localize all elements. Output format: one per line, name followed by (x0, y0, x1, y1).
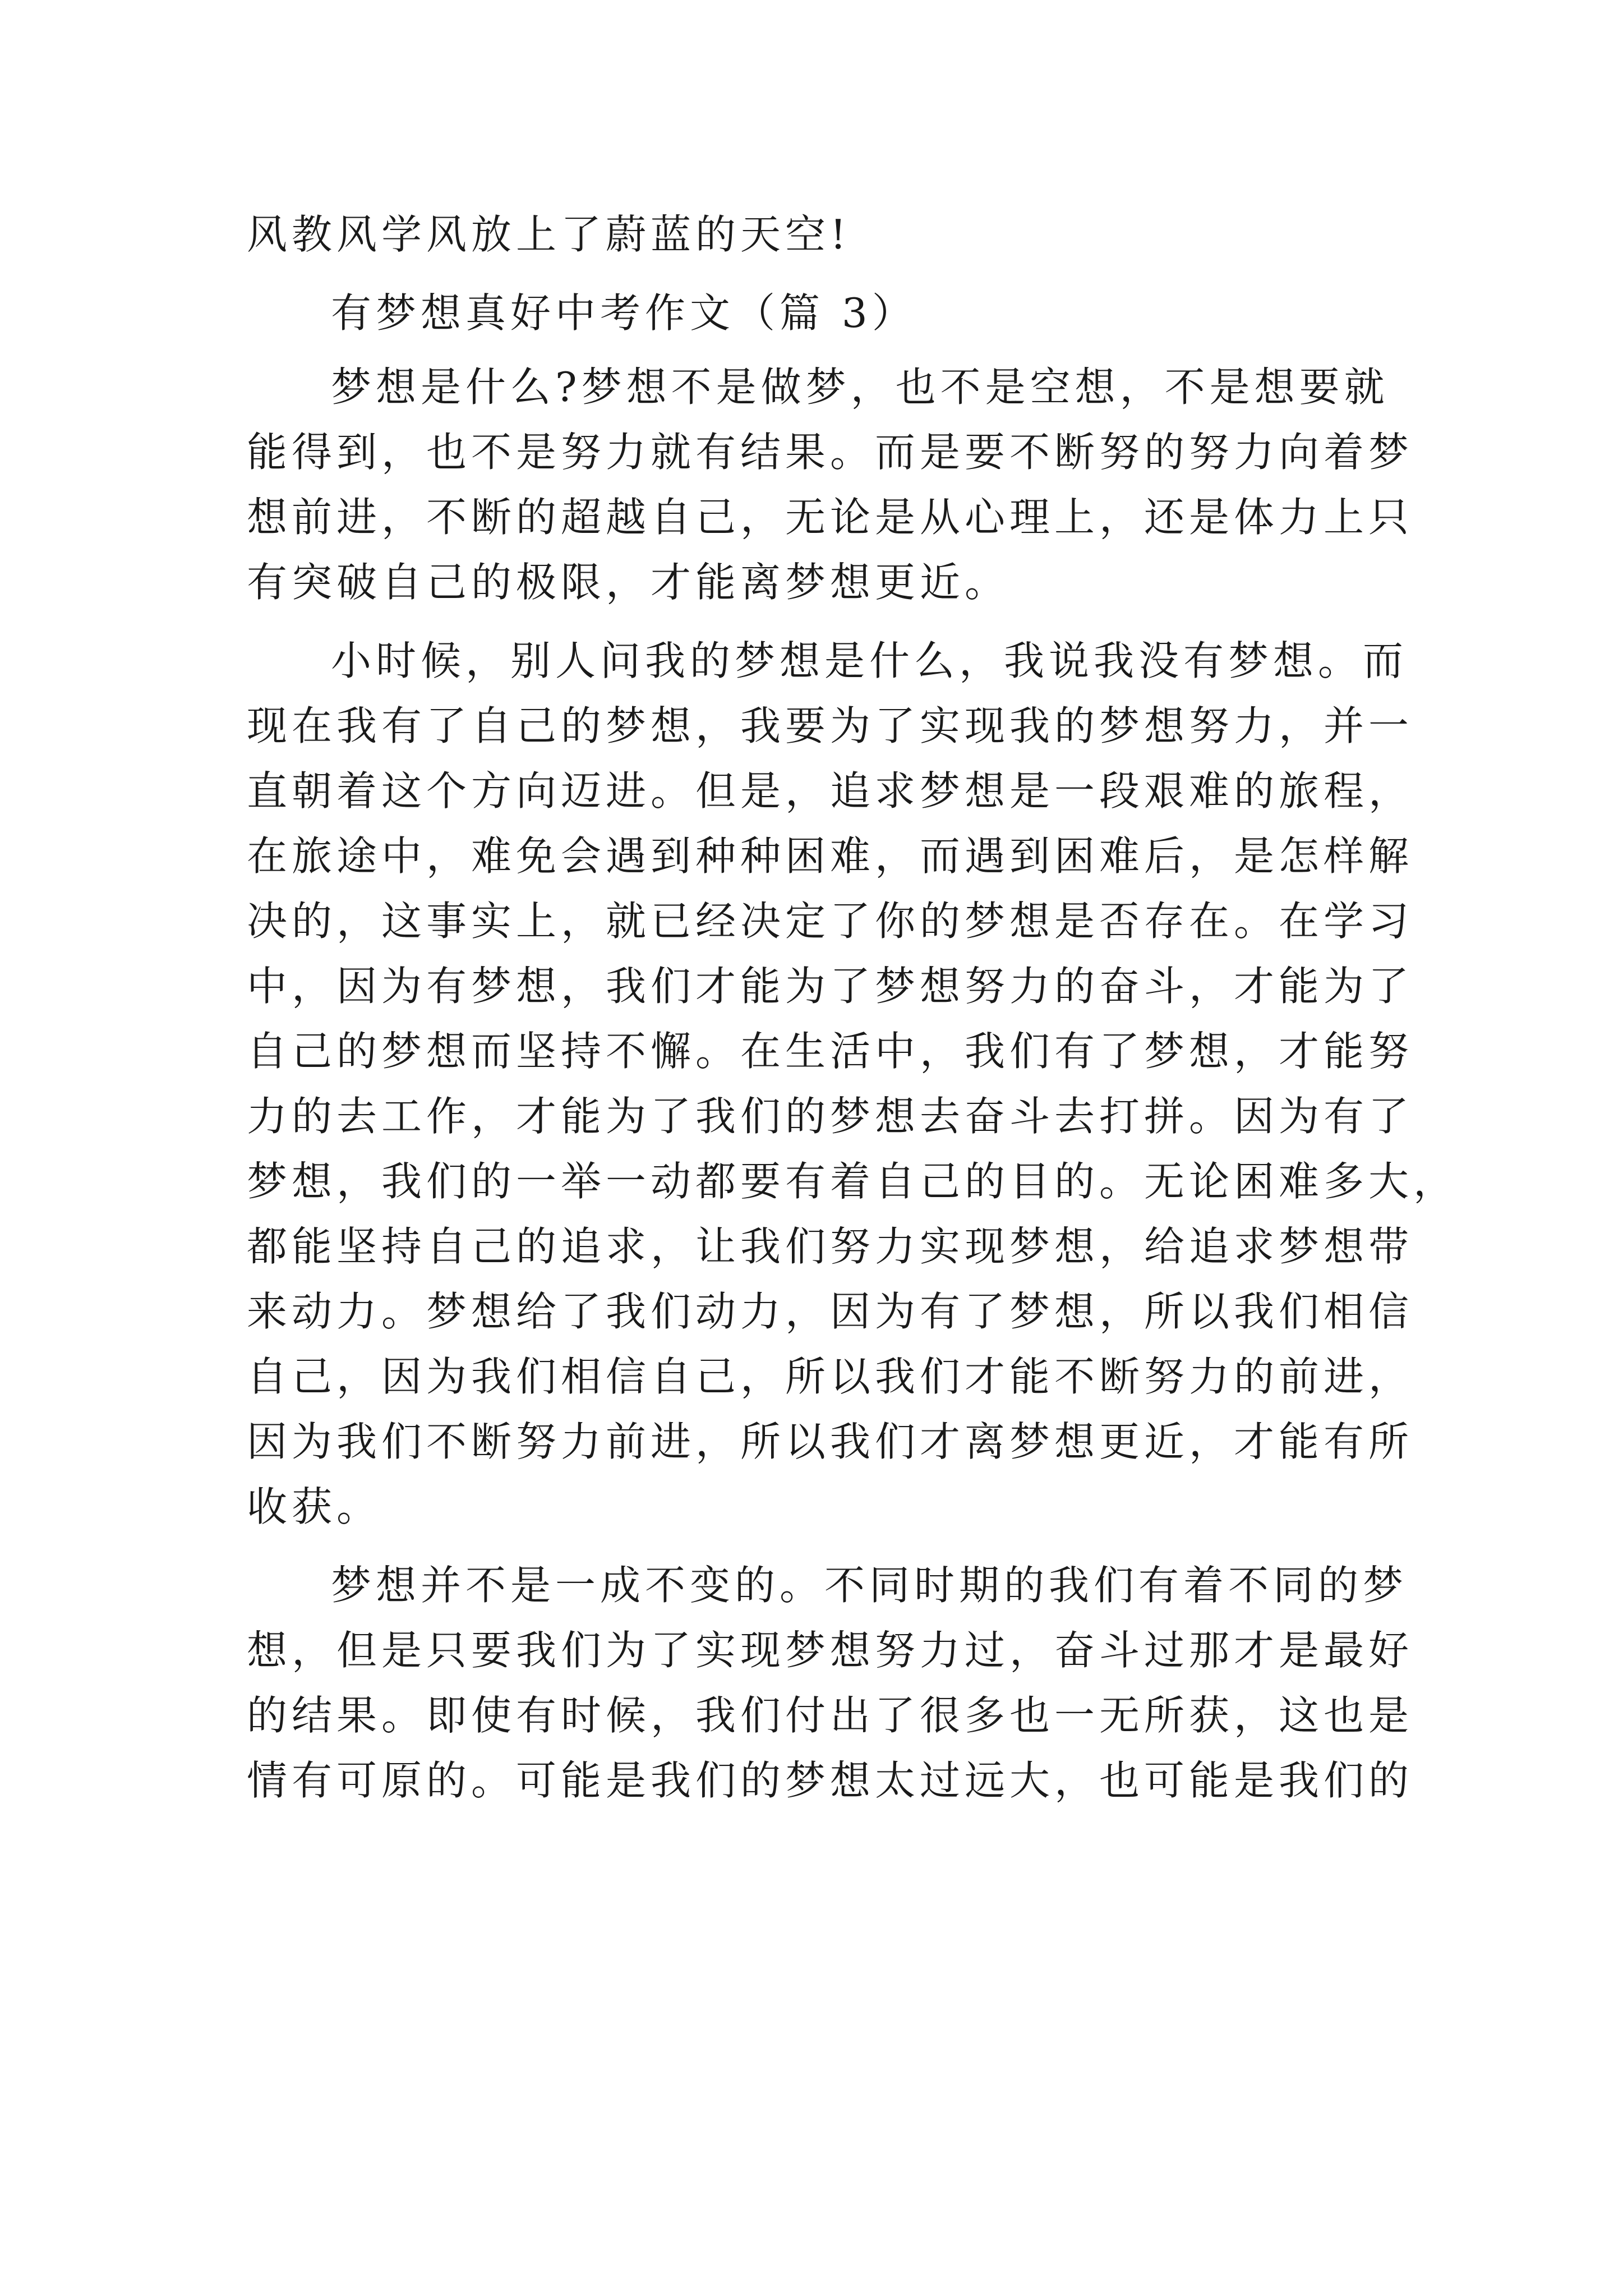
text-line: 想，但是只要我们为了实现梦想努力过，奋斗过那才是最好 (247, 1627, 1414, 1674)
text-line: 直朝着这个方向迈进。但是，追求梦想是一段艰难的旅程， (247, 767, 1414, 815)
text-line: 情有可原的。可能是我们的梦想太过远大，也可能是我们的 (247, 1757, 1414, 1804)
text-line: 现在我有了自己的梦想，我要为了实现我的梦想努力，并一 (247, 702, 1414, 749)
text-line: 在旅途中，难免会遇到种种困难，而遇到困难后，是怎样解 (247, 832, 1414, 880)
section-heading-block (247, 280, 1391, 346)
paragraph-3 (247, 1553, 1414, 1813)
text-line: 自己，因为我们相信自己，所以我们才能不断努力的前进， (247, 1353, 1414, 1400)
text-line: 收获。 (247, 1483, 382, 1530)
opening-paragraph (247, 202, 1391, 267)
text-line: 能得到，也不是努力就有结果。而是要不断努的努力向着梦 (247, 429, 1414, 476)
text-line: 小时候，别人问我的梦想是什么，我说我没有梦想。而 (331, 637, 1408, 684)
paragraph-2 (247, 628, 1459, 1539)
text-line: 梦想，我们的一举一动都要有着自己的目的。无论困难多大， (247, 1158, 1459, 1205)
text-line: 因为我们不断努力前进，所以我们才离梦想更近，才能有所 (247, 1418, 1414, 1465)
text-line: 决的，这事实上，就已经决定了你的梦想是否存在。在学习 (247, 898, 1414, 945)
text-line: 梦想并不是一成不变的。不同时期的我们有着不同的梦 (331, 1562, 1408, 1609)
text-line: 自己的梦想而坚持不懈。在生活中，我们有了梦想，才能努 (247, 1028, 1414, 1075)
text-line: 有突破自己的极限，才能离梦想更近。 (247, 559, 1010, 606)
text-line: 力的去工作，才能为了我们的梦想去奋斗去打拼。因为有了 (247, 1093, 1414, 1140)
section-heading: 有梦想真好中考作文（篇 3） (331, 289, 917, 337)
paragraph-1 (247, 355, 1414, 615)
text-line: 梦想是什么?梦想不是做梦，也不是空想，不是想要就 (331, 364, 1389, 411)
text-line: 都能坚持自己的追求，让我们努力实现梦想，给追求梦想带 (247, 1223, 1414, 1270)
text-line: 风教风学风放上了蔚蓝的天空! (247, 211, 851, 258)
text-line: 来动力。梦想给了我们动力，因为有了梦想，所以我们相信 (247, 1288, 1414, 1335)
text-line: 的结果。即使有时候，我们付出了很多也一无所获，这也是 (247, 1692, 1414, 1739)
text-line: 想前进，不断的超越自己，无论是从心理上，还是体力上只 (247, 494, 1414, 541)
text-line: 中，因为有梦想，我们才能为了梦想努力的奋斗，才能为了 (247, 963, 1414, 1010)
document-body (247, 202, 1459, 1826)
